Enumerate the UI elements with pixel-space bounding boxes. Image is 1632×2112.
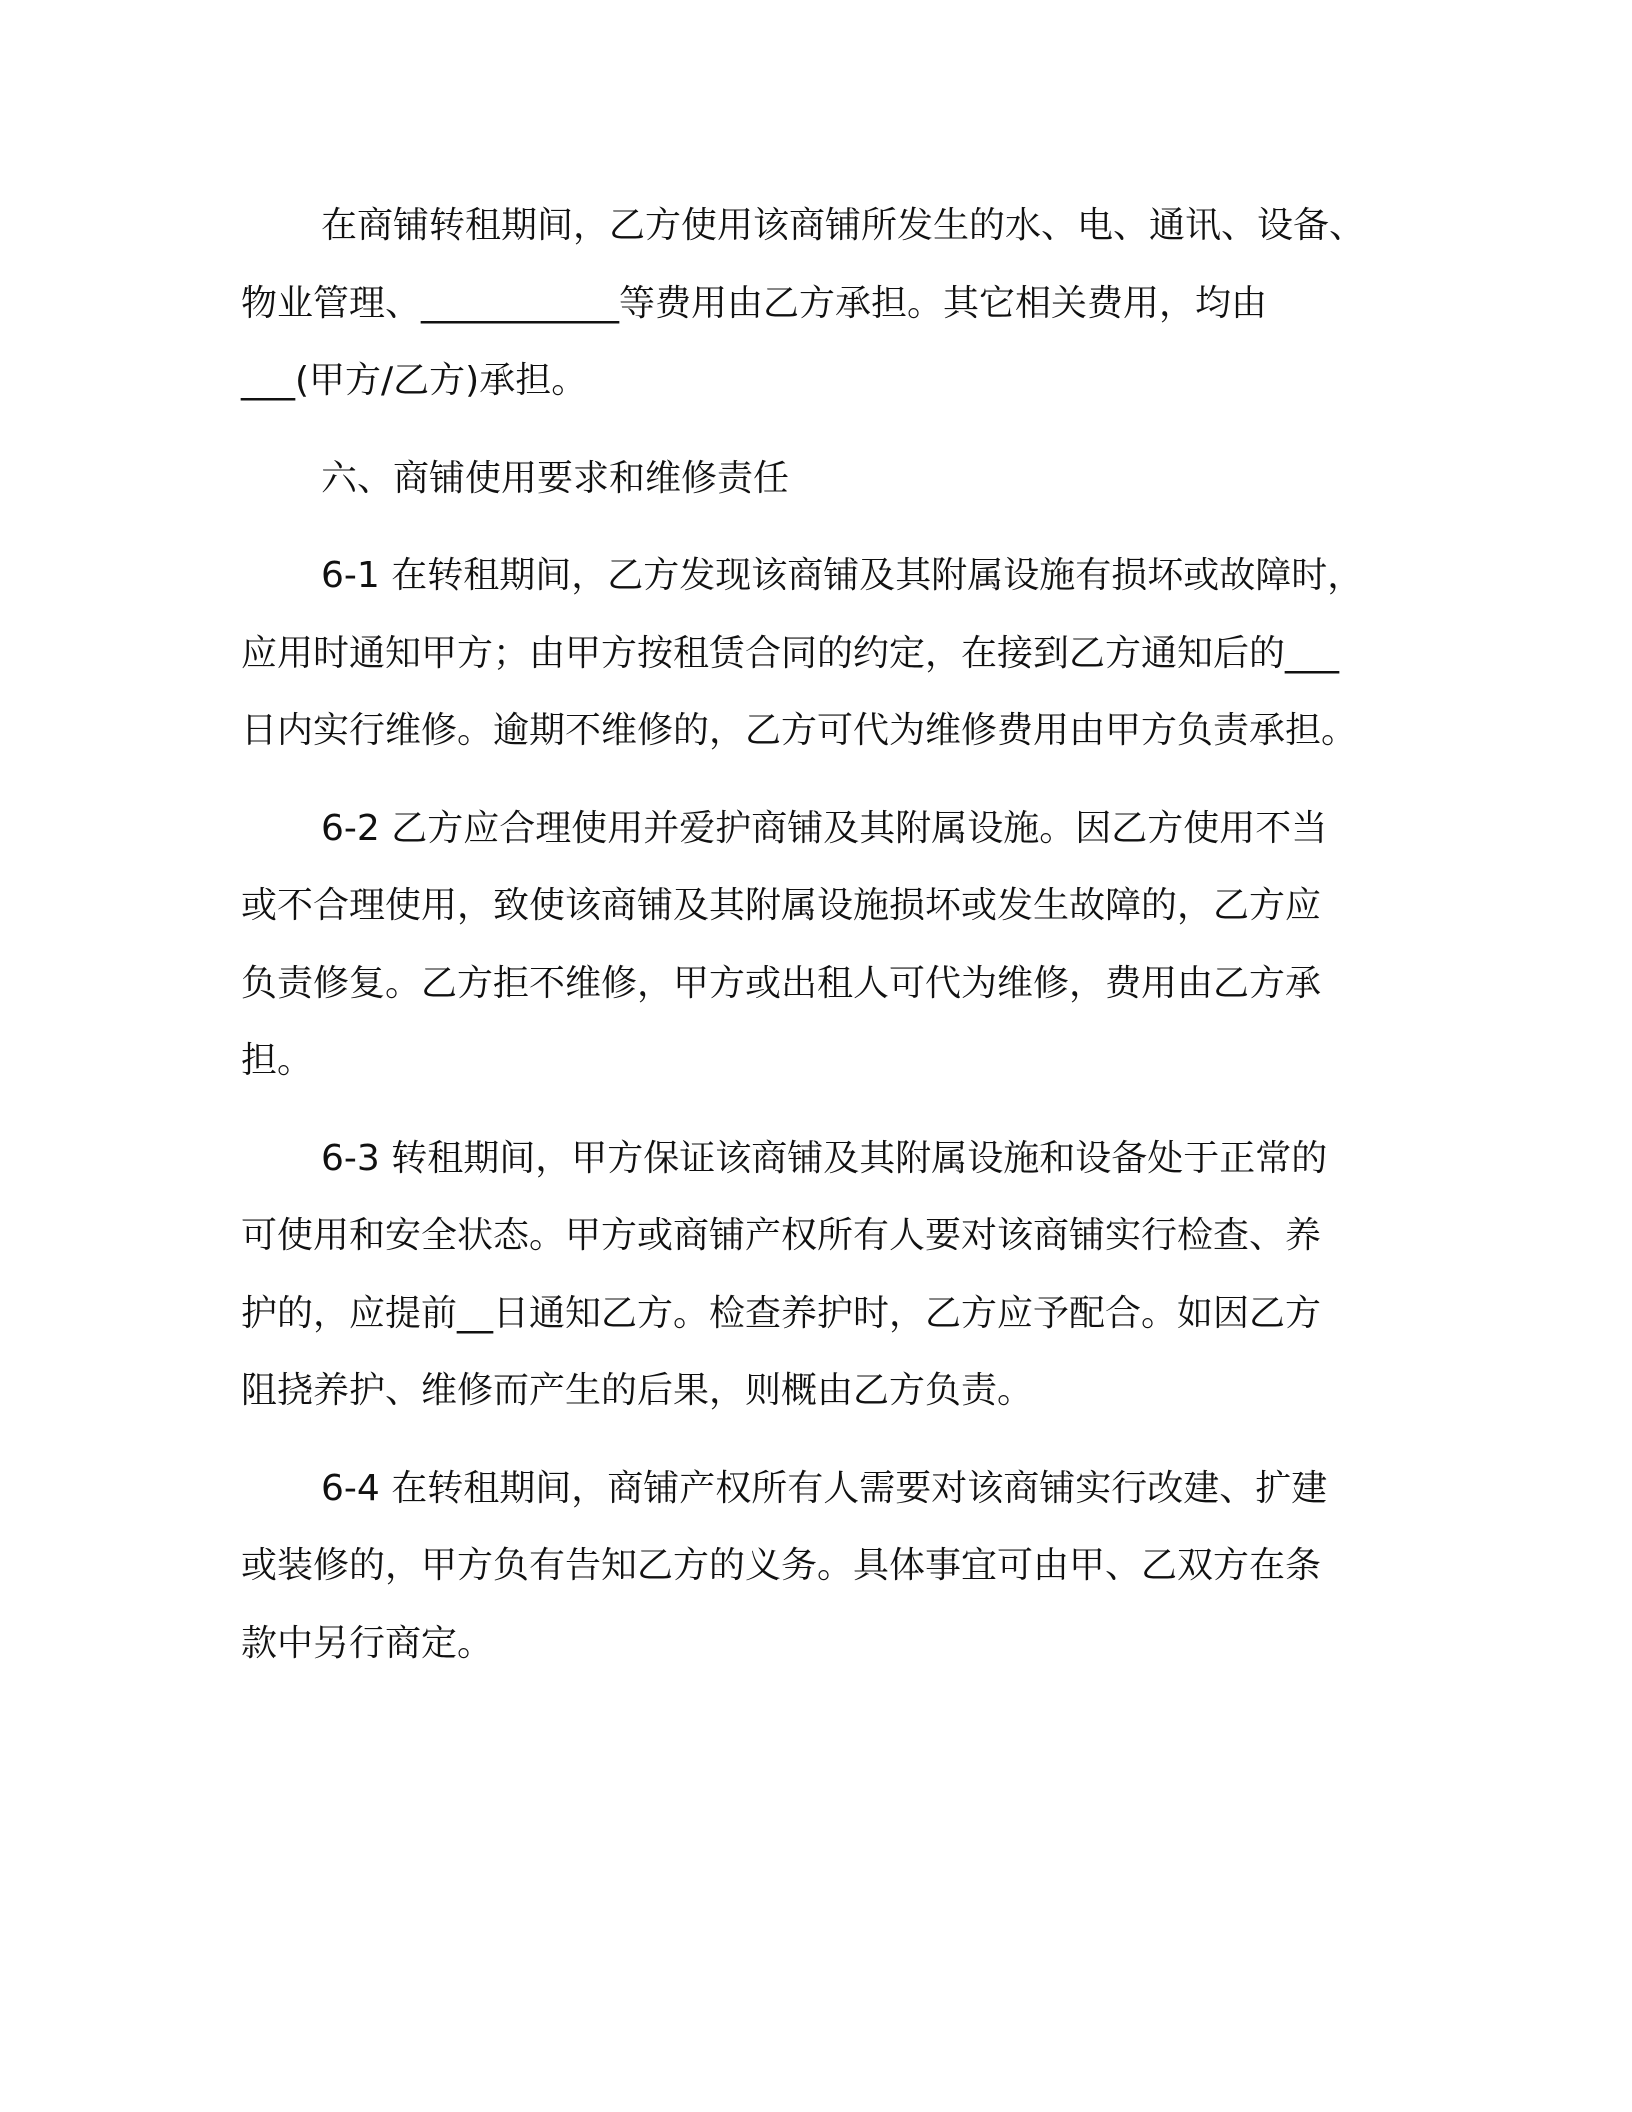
section-heading: 六、商铺使用要求和维修责任 [321,457,790,499]
text-line: 在商铺转租期间，乙方使用该商铺所发生的水、电、通讯、设备、 [321,205,1366,246]
section-six-heading [241,440,1391,518]
fee-paragraph [241,187,1391,420]
text-line: 负责修复。乙方拒不维修，甲方或出租人可代为维修，费用由乙方承 [241,962,1322,1004]
text-line: 款中另行商定。 [241,1622,494,1664]
text-line: 6-3 转租期间，甲方保证该商铺及其附属设施和设备处于正常的 [321,1137,1328,1179]
text-line: 日内实行维修。逾期不维修的，乙方可代为维修费用由甲方负责承担。 [241,710,1358,751]
text-line: 阻挠养护、维修而产生的后果，则概由乙方负责。 [241,1370,1034,1411]
text-line: 可使用和安全状态。甲方或商铺产权所有人要对该商铺实行检查、养 [241,1215,1322,1256]
text-line: 6-4 在转租期间，商铺产权所有人需要对该商铺实行改建、扩建 [321,1467,1328,1509]
text-line: ___(甲方/乙方)承担。 [241,360,588,401]
clause-6-2 [241,790,1391,1100]
document-body [241,187,1391,1682]
clause-6-1 [241,537,1391,770]
text-line: 物业管理、___________等费用由乙方承担。其它相关费用，均由 [241,282,1268,324]
text-line: 6-2 乙方应合理使用并爱护商铺及其附属设施。因乙方使用不当 [321,807,1328,849]
text-line: 担。 [241,1040,314,1081]
text-line: 护的，应提前__日通知乙方。检查养护时，乙方应予配合。如因乙方 [241,1292,1322,1334]
text-line: 或装修的，甲方负有告知乙方的义务。具体事宜可由甲、乙双方在条 [241,1545,1322,1586]
clause-6-3 [241,1120,1391,1430]
text-line: 或不合理使用，致使该商铺及其附属设施损坏或发生故障的，乙方应 [241,885,1322,926]
clause-6-4 [241,1450,1391,1683]
text-line: 6-1 在转租期间，乙方发现该商铺及其附属设施有损坏或故障时， [321,555,1364,596]
text-line: 应用时通知甲方；由甲方按租赁合同的约定，在接到乙方通知后的___ [241,632,1340,674]
